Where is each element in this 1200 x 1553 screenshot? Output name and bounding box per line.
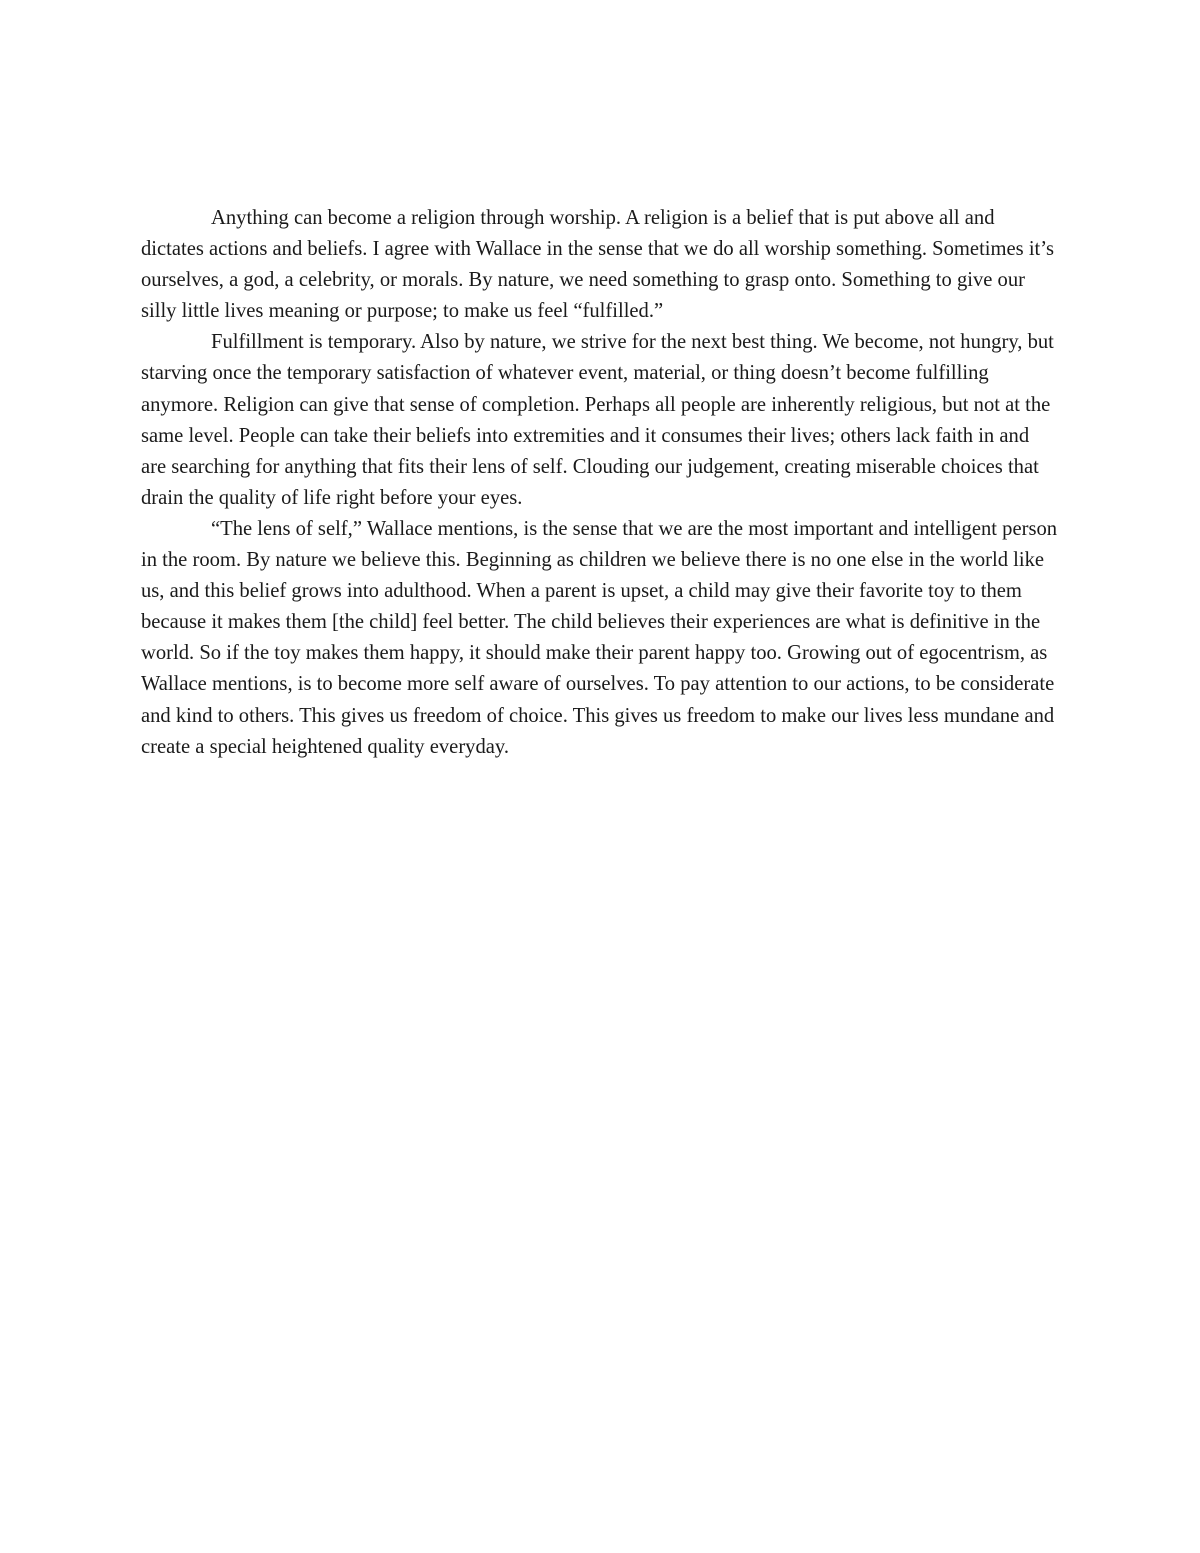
paragraph-3: “The lens of self,” Wallace mentions, is the sense that we are the most important and intelligent person in the room. By nature we believe this. Beginning as children we believe there is no one else in the world like us, and this belief grows into adulthood. When a parent is upset, a child may give their favorite toy to them because it makes them [the child] feel better. The child believes their experiences are what is definitive in the world. So if the toy makes them happy, it should make their parent happy too. Growing out of egocentrism, as Wallace mentions, is to become more self aware of ourselves. To pay attention to our actions, to be considerate and kind to others. This gives us freedom of choice. This gives us freedom to make our lives less mundane and create a special heightened quality everyday. xyxy=(141,517,1058,758)
paragraph-2: Fulfillment is temporary. Also by nature, we strive for the next best thing. We become, not hungry, but starving once the temporary satisfaction of whatever event, material, or thing doesn’t become fulfilling anymore. Religion can give that sense of completion. Perhaps all people are inherently religious, but not at the same level. People can take their beliefs into extremities and it consumes their lives; others lack faith in and are searching for anything that fits their lens of self. Clouding our judgement, creating miserable choices that drain the quality of life right before your eyes. xyxy=(141,331,1054,509)
document-body xyxy=(141,203,1059,763)
paragraph-1: Anything can become a religion through worship. A religion is a belief that is put above all and dictates actions and beliefs. I agree with Wallace in the sense that we do all worship something. Sometimes it’s ourselves, a god, a celebrity, or morals. By nature, we need something to grasp onto. Something to give our silly little lives meaning or purpose; to make us feel “fulfilled.” xyxy=(141,207,1055,323)
